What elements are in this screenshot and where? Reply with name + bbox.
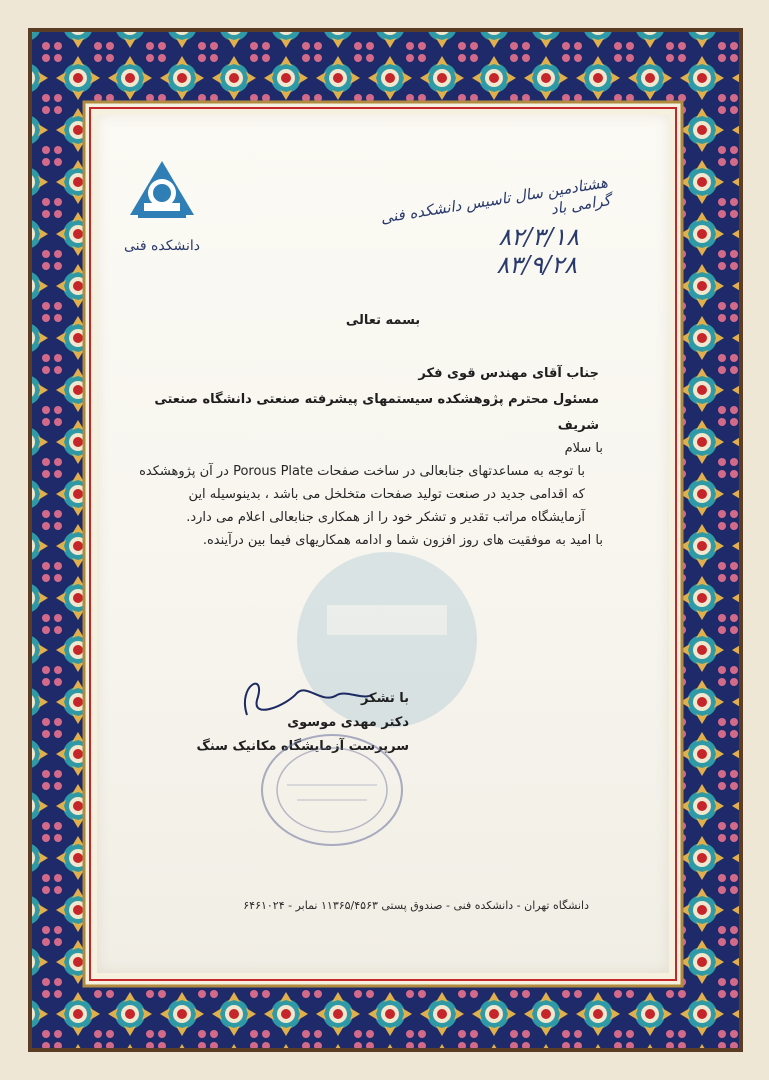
greeting: با سلام	[564, 441, 603, 456]
logo-text: دانشکده فنی	[124, 238, 200, 254]
basmala: بسمه تعالی	[345, 313, 421, 328]
footer-address: دانشگاه تهران - دانشکده فنی - صندوق پستی ۱۱۳۶۵/۴۵۶۳ نمابر - ۶۴۶۱۰۲۴	[243, 899, 589, 912]
anniversary-motto: هشتادمین سال تاسیس دانشکده فنی گرامی باد	[379, 173, 612, 227]
university-logo	[122, 155, 202, 285]
closing: با تشکر	[360, 691, 409, 706]
signer-name: دکتر مهدی موسوی	[287, 715, 409, 730]
recipient-block	[129, 361, 599, 439]
letter-paper	[97, 115, 669, 973]
recipient-name: جناب آقای مهندس قوی فکر	[418, 366, 599, 381]
letter-body	[133, 437, 603, 552]
body-paragraph-2: با امید به موفقیت های روز افزون شما و ادامه همکاریهای فیما بین درآینده.	[202, 533, 603, 548]
recipient-title: مسئول محترم پژوهشکده سیستمهای پیشرفته صنعتی دانشگاه صنعتی شریف	[154, 392, 599, 433]
body-paragraph-1: با توجه به مساعدتهای جنابعالی در ساخت صفحات Porous Plate در آن پژوهشکده که اقدامی جدید در صنعت تولید صفحات متخلخل می باشد ، بدینوسیله این آزمایشگاه مراتب تقدیر و تشکر خود را از همکاری جنابعالی اعلام می دارد.	[139, 464, 585, 525]
signer-title: سرپرست آزمایشگاه مکانیک سنگ	[196, 739, 409, 754]
official-stamp	[247, 725, 417, 855]
date-stamp-1: ۸۲/۳/۱۸	[498, 223, 579, 251]
date-stamp-2: ۸۳/۹/۲۸	[496, 251, 577, 279]
